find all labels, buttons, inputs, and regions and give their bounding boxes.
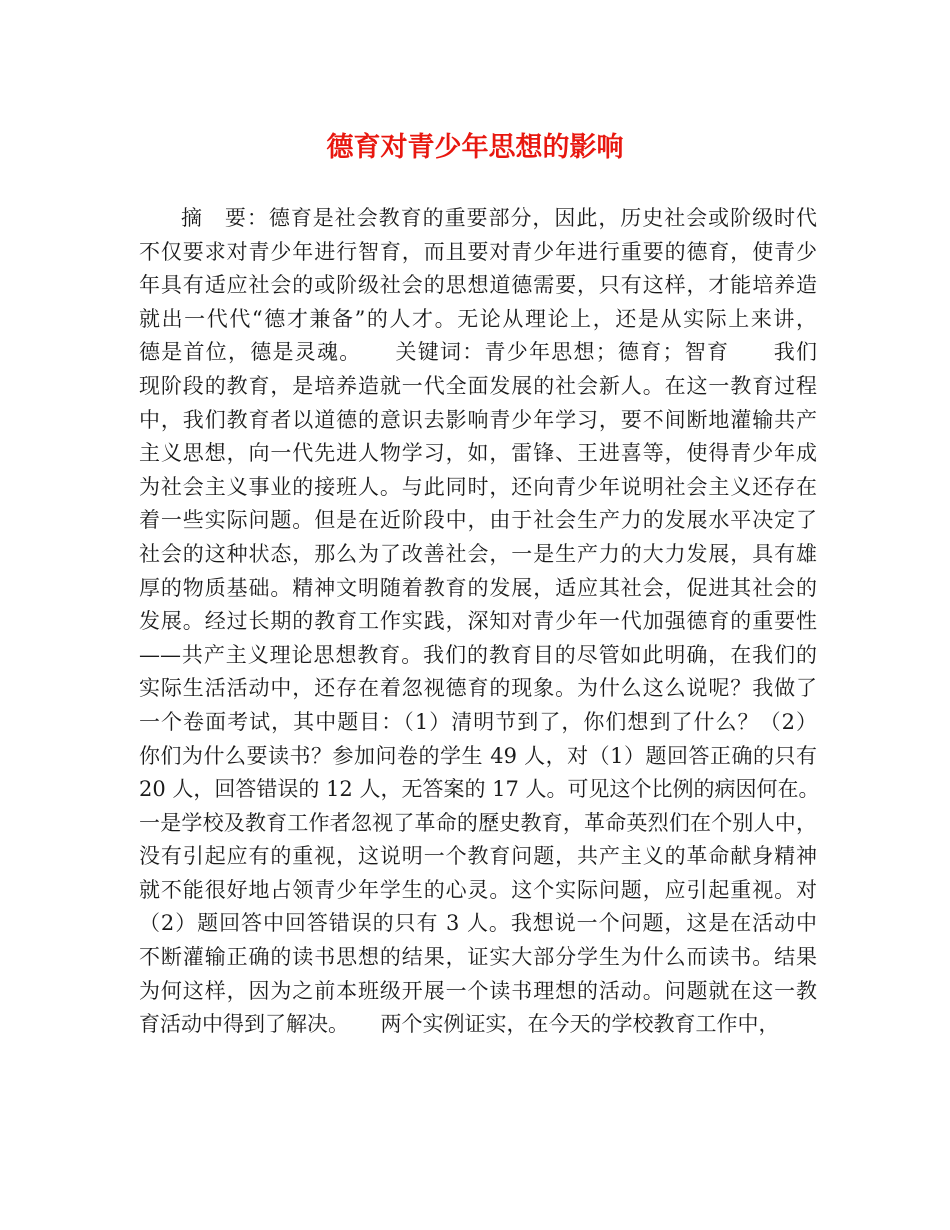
body-line: 为社会主义事业的接班人。与此同时，还向青少年说明社会主义还存在 [139,474,817,499]
body-line: 主义思想，向一代先进人物学习，如，雷锋、王进喜等，使得青少年成 [139,441,817,466]
document-body [139,202,820,1042]
body-line: 一个卷面考试，其中题目：（1）清明节到了，你们想到了什么？（2） [139,709,817,734]
body-line: 厚的物质基础。精神文明随着教育的发展，适应其社会，促进其社会的 [139,575,817,600]
body-line: 摘 要：德育是社会教育的重要部分，因此，历史社会或阶级时代 [181,206,817,230]
body-line: 发展。经过长期的教育工作实践，深知对青少年一代加强德育的重要性 [139,609,817,634]
body-line: 就不能很好地占领青少年学生的心灵。这个实际问题，应引起重视。对 [139,877,817,902]
body-line: 实际生活活动中，还存在着忽视德育的现象。为什么这么说呢？我做了 [139,676,817,701]
body-line: 一是学校及教育工作者忽视了革命的歷史教育，革命英烈们在个别人中， [139,810,817,835]
body-line: 着一些实际问题。但是在近阶段中，由于社会生产力的发展水平决定了 [139,508,817,533]
body-line: 没有引起应有的重视，这说明一个教育问题，共产主义的革命献身精神 [139,844,817,869]
body-line: 育活动中得到了解决。 两个实例证实，在今天的学校教育工作中， [139,1012,780,1037]
body-line: 为何这样，因为之前本班级开展一个读书理想的活动。问题就在这一教 [139,978,817,1003]
body-line: 不断灌输正确的读书思想的结果，证实大部分学生为什么而读书。结果 [139,945,817,970]
body-line: 就出一代代“德才兼备”的人才。无论从理论上，还是从实际上来讲， [139,306,817,331]
body-line: 德是首位，德是灵魂。 关键词：青少年思想；德育；智育 我们 [139,340,817,365]
body-line: （2）题回答中回答错误的只有 3 人。我想说一个问题，这是在活动中 [139,911,817,936]
document-title: 德育对青少年思想的影响 [326,132,624,163]
body-line: 中，我们教育者以道德的意识去影响青少年学习，要不间断地灌输共产 [139,407,817,432]
body-line: 20 人，回答错误的 12 人，无答案的 17 人。可见这个比例的病因何在。 [139,777,820,802]
body-line: 你们为什么要读书？参加问卷的学生 49 人，对（1）题回答正确的只有 [139,743,817,768]
body-line: ——共产主义理论思想教育。我们的教育目的尽管如此明确，在我们的 [139,642,817,667]
body-line: 不仅要求对青少年进行智育，而且要对青少年进行重要的德育，使青少 [139,239,817,264]
body-line: 社会的这种状态，那么为了改善社会，一是生产力的大力发展，具有雄 [139,541,817,566]
body-line: 年具有适应社会的或阶级社会的思想道德需要，只有这样，才能培养造 [139,273,817,298]
body-line: 现阶段的教育，是培养造就一代全面发展的社会新人。在这一教育过程 [139,373,817,398]
